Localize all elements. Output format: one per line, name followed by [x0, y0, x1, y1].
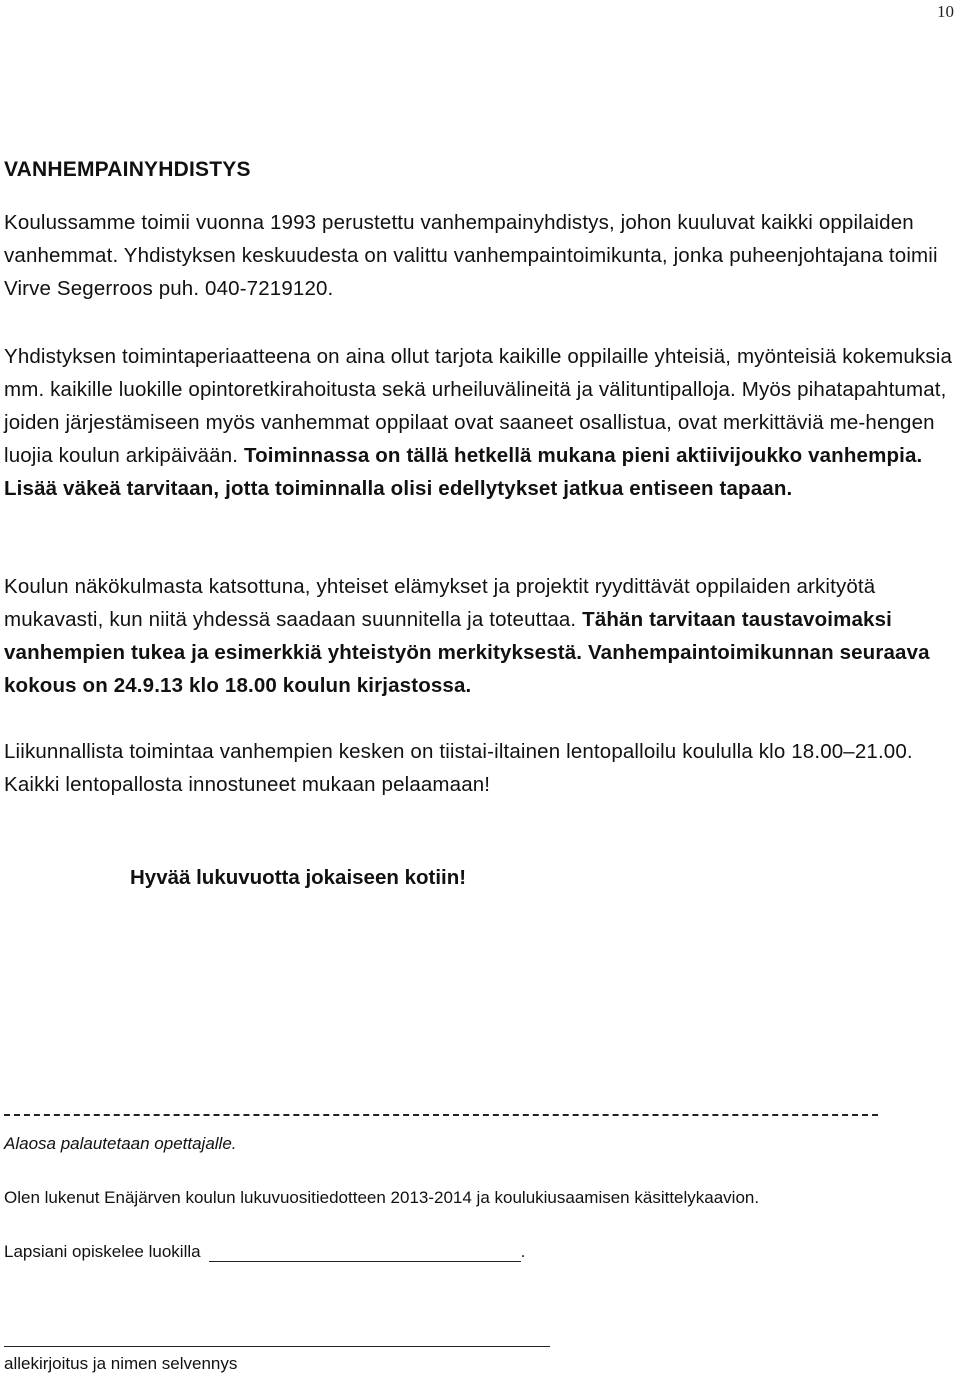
- principles-bold-text: Toiminnassa on tällä hetkellä mukana pieni aktiivijoukko vanhempia. Lisää väkeä tarvitaan, jotta toiminnalla olisi edellytykset jatkua entiseen tapaan.: [4, 444, 923, 500]
- principles-paragraph: [4, 340, 956, 505]
- section-heading: VANHEMPAINYHDISTYS: [4, 158, 251, 181]
- class-suffix: .: [520, 1242, 526, 1261]
- greeting: Hyvää lukuvuotta jokaiseen kotiin!: [130, 866, 467, 889]
- class-blank-field[interactable]: [209, 1243, 521, 1262]
- return-note: Alaosa palautetaan opettajalle.: [4, 1134, 237, 1153]
- volleyball-paragraph: Liikunnallista toimintaa vanhempien kesken on tiistai-iltainen lentopalloilu koululla klo 18.00–21.00. Kaikki lentopallosta innostuneet mukaan pelaamaan!: [4, 740, 913, 796]
- cut-line: [4, 1114, 878, 1116]
- school-view-bold-text: Tähän tarvitaan taustavoimaksi vanhempien tukea ja esimerkkiä yhteistyön merkityksestä. Vanhempaintoimikunnan seuraava kokous on 24.9.13 klo 18.00 koulun kirjastossa.: [4, 608, 930, 697]
- principles-text: Yhdistyksen toimintaperiaatteena on aina ollut tarjota kaikille oppilaille yhteisiä, myönteisiä kokemuksia mm. kaikille luokille opintoretkirahoitusta sekä urheiluvälineitä ja välituntipalloja. Myös pihatapahtumat, joiden järjestämiseen myös vanhemmat oppilaat ovat saaneet osallistua, ovat merkittäviä me-hengen luojia koulun arkipäivään.: [4, 345, 953, 467]
- school-view-paragraph: [4, 570, 956, 702]
- class-field-row: [4, 1242, 525, 1262]
- intro-paragraph: Koulussamme toimii vuonna 1993 perustettu vanhempainyhdistys, johon kuuluvat kaikki oppilaiden vanhemmat. Yhdistyksen keskuudesta on valittu vanhempaintoimikunta, jonka puheenjohtajana toimii Virve Segerroos puh. 040-7219120.: [4, 211, 938, 300]
- signature-line[interactable]: [4, 1346, 550, 1347]
- school-view-text: Koulun näkökulmasta katsottuna, yhteiset elämykset ja projektit ryydittävät oppilaiden arkityötä mukavasti, kun niitä yhdessä saadaan suunnitella ja toteuttaa.: [4, 575, 876, 631]
- class-label: Lapsiani opiskelee luokilla: [4, 1242, 201, 1261]
- acknowledgement-text: Olen lukenut Enäjärven koulun lukuvuositiedotteen 2013-2014 ja koulukiusaamisen käsittelykaavion.: [4, 1188, 760, 1207]
- signature-label: allekirjoitus ja nimen selvennys: [4, 1354, 238, 1373]
- page-number: 10: [937, 2, 954, 21]
